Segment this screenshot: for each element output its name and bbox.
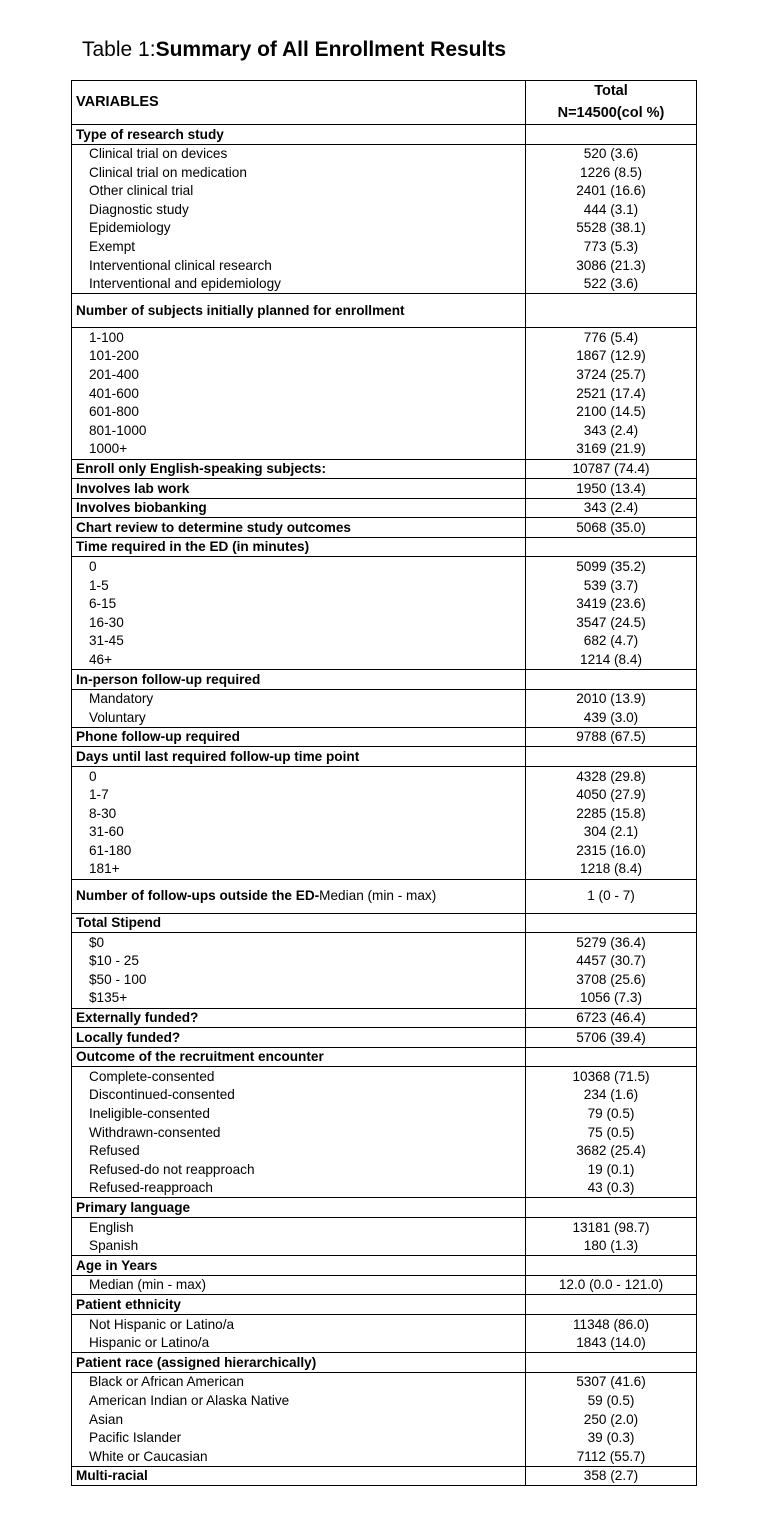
- table-row: [72, 182, 697, 201]
- table-row: [72, 557, 697, 576]
- row-value: 75 (0.5): [526, 1123, 697, 1142]
- row-value: 5068 (35.0): [526, 518, 697, 538]
- row-category-label: Time required in the ED (in minutes): [72, 537, 526, 557]
- table-row: [72, 786, 697, 805]
- table-row: [72, 498, 697, 518]
- row-label: 31-60: [72, 823, 526, 842]
- table-row: [72, 632, 697, 651]
- row-label: $10 - 25: [72, 952, 526, 971]
- table-row: [72, 1047, 697, 1067]
- row-value: 4328 (29.8): [526, 767, 697, 786]
- table-row: [72, 294, 697, 328]
- table-row: [72, 1466, 697, 1486]
- table-row: [72, 804, 697, 823]
- row-label: 801-1000: [72, 421, 526, 440]
- table-row: [72, 595, 697, 614]
- row-label: 201-400: [72, 366, 526, 385]
- table-row: [72, 989, 697, 1008]
- row-value: 19 (0.1): [526, 1160, 697, 1179]
- table-row: [72, 1237, 697, 1256]
- table-title-main: Summary of All Enrollment Results: [155, 38, 507, 61]
- row-category-label: Primary language: [72, 1198, 526, 1218]
- row-value: 1226 (8.5): [526, 163, 697, 182]
- table-row: [72, 403, 697, 422]
- row-category-label: Number of subjects initially planned for enrollment: [72, 294, 526, 328]
- row-label: $0: [72, 933, 526, 952]
- row-label: Epidemiology: [72, 219, 526, 238]
- row-value: 1218 (8.4): [526, 860, 697, 879]
- table-row: [72, 1008, 697, 1028]
- row-label-bold: Number of follow-ups outside the ED-: [76, 888, 320, 904]
- row-label: Asian: [72, 1410, 526, 1429]
- row-label-normal: Median (min - max): [319, 888, 437, 904]
- row-label: $50 - 100: [72, 970, 526, 989]
- header-total-line1: Total: [594, 83, 628, 100]
- row-value: 2285 (15.8): [526, 804, 697, 823]
- header-total: [526, 81, 697, 125]
- table-row: [72, 767, 697, 786]
- row-category-label: Involves lab work: [72, 479, 526, 499]
- row-label: Pacific Islander: [72, 1429, 526, 1448]
- row-value: 4457 (30.7): [526, 952, 697, 971]
- table-row: [72, 479, 697, 499]
- row-value: 59 (0.5): [526, 1391, 697, 1410]
- row-value: 5279 (36.4): [526, 933, 697, 952]
- table-row: [72, 1295, 697, 1315]
- table-row: [72, 1179, 697, 1198]
- row-label: 31-45: [72, 632, 526, 651]
- table-row: [72, 163, 697, 182]
- row-label: Interventional and epidemiology: [72, 275, 526, 294]
- row-value: 1867 (12.9): [526, 347, 697, 366]
- row-label: Refused-do not reapproach: [72, 1160, 526, 1179]
- row-value: [526, 1295, 697, 1315]
- row-label: 6-15: [72, 595, 526, 614]
- table-row: [72, 650, 697, 669]
- row-value: 539 (3.7): [526, 576, 697, 595]
- table-row: [72, 421, 697, 440]
- row-label: Clinical trial on devices: [72, 144, 526, 163]
- table-row: [72, 440, 697, 459]
- row-value: [526, 1256, 697, 1276]
- row-value: 13181 (98.7): [526, 1218, 697, 1237]
- row-value: 1056 (7.3): [526, 989, 697, 1008]
- row-value: 520 (3.6): [526, 144, 697, 163]
- table-row: [72, 913, 697, 933]
- table-row: [72, 459, 697, 479]
- table-row: [72, 1353, 697, 1373]
- table-row: [72, 613, 697, 632]
- row-category-label: Enroll only English-speaking subjects:: [72, 459, 526, 479]
- table-row: [72, 727, 697, 747]
- row-value: [526, 294, 697, 328]
- row-label: Hispanic or Latino/a: [72, 1334, 526, 1353]
- row-value: 1214 (8.4): [526, 650, 697, 669]
- row-value: 250 (2.0): [526, 1410, 697, 1429]
- row-category-label: Type of research study: [72, 125, 526, 145]
- row-value: 2521 (17.4): [526, 384, 697, 403]
- row-label: 0: [72, 557, 526, 576]
- row-value: [526, 537, 697, 557]
- row-label: Exempt: [72, 238, 526, 257]
- row-value: 2315 (16.0): [526, 841, 697, 860]
- row-label: English: [72, 1218, 526, 1237]
- row-label: 46+: [72, 650, 526, 669]
- row-value: [526, 1047, 697, 1067]
- row-value: 11348 (86.0): [526, 1315, 697, 1334]
- row-value: 2100 (14.5): [526, 403, 697, 422]
- row-label: Discontinued-consented: [72, 1086, 526, 1105]
- table-row: [72, 670, 697, 690]
- table-row: [72, 275, 697, 294]
- row-label: White or Caucasian: [72, 1447, 526, 1466]
- row-value: [526, 1353, 697, 1373]
- row-value: 3086 (21.3): [526, 256, 697, 275]
- row-value: 180 (1.3): [526, 1237, 697, 1256]
- row-value: 234 (1.6): [526, 1086, 697, 1105]
- row-label: Median (min - max): [72, 1275, 526, 1295]
- row-label: Mandatory: [72, 689, 526, 708]
- row-value: [526, 1198, 697, 1218]
- table-row: [72, 347, 697, 366]
- row-value: 5528 (38.1): [526, 219, 697, 238]
- table-row: [72, 1334, 697, 1353]
- row-value: 358 (2.7): [526, 1466, 697, 1486]
- table-row: [72, 1086, 697, 1105]
- table-row: [72, 952, 697, 971]
- row-value: 304 (2.1): [526, 823, 697, 842]
- row-category-label: Total Stipend: [72, 913, 526, 933]
- table-row: [72, 860, 697, 879]
- row-label: 401-600: [72, 384, 526, 403]
- table-row: [72, 708, 697, 727]
- table-row: [72, 1198, 697, 1218]
- row-value: 682 (4.7): [526, 632, 697, 651]
- row-label: Black or African American: [72, 1372, 526, 1391]
- table-row: [72, 823, 697, 842]
- row-value: 444 (3.1): [526, 200, 697, 219]
- row-value: 79 (0.5): [526, 1105, 697, 1124]
- row-value: 2010 (13.9): [526, 689, 697, 708]
- row-value: 3708 (25.6): [526, 970, 697, 989]
- row-category-label: Chart review to determine study outcomes: [72, 518, 526, 538]
- row-category-label: Patient ethnicity: [72, 1295, 526, 1315]
- table-row: [72, 933, 697, 952]
- row-category-label: Age in Years: [72, 1256, 526, 1276]
- row-value: 773 (5.3): [526, 238, 697, 257]
- table-row: [72, 366, 697, 385]
- table-row: [72, 970, 697, 989]
- row-label: 1-7: [72, 786, 526, 805]
- table-row: [72, 1256, 697, 1276]
- row-category-label: Patient race (assigned hierarchically): [72, 1353, 526, 1373]
- table-row: [72, 1028, 697, 1048]
- row-label: Ineligible-consented: [72, 1105, 526, 1124]
- table-row: [72, 1391, 697, 1410]
- row-value: 3547 (24.5): [526, 613, 697, 632]
- row-label: 601-800: [72, 403, 526, 422]
- row-category-label: Outcome of the recruitment encounter: [72, 1047, 526, 1067]
- row-label: 181+: [72, 860, 526, 879]
- table-row: [72, 384, 697, 403]
- row-label: Clinical trial on medication: [72, 163, 526, 182]
- table-row: [72, 238, 697, 257]
- row-value: 3419 (23.6): [526, 595, 697, 614]
- table-row: [72, 1142, 697, 1161]
- table-row: [72, 1160, 697, 1179]
- header-variables: VARIABLES: [72, 81, 526, 125]
- row-value: 2401 (16.6): [526, 182, 697, 201]
- row-value: 39 (0.3): [526, 1429, 697, 1448]
- row-value: 439 (3.0): [526, 708, 697, 727]
- row-value: 5706 (39.4): [526, 1028, 697, 1048]
- row-label: $135+: [72, 989, 526, 1008]
- row-label: Refused-reapproach: [72, 1179, 526, 1198]
- row-value: [526, 125, 697, 145]
- row-value: 12.0 (0.0 - 121.0): [526, 1275, 697, 1295]
- row-label: 61-180: [72, 841, 526, 860]
- row-value: 4050 (27.9): [526, 786, 697, 805]
- table-row: [72, 144, 697, 163]
- table-row: [72, 256, 697, 275]
- row-label: American Indian or Alaska Native: [72, 1391, 526, 1410]
- row-category-label: Externally funded?: [72, 1008, 526, 1028]
- row-category-label: Involves biobanking: [72, 498, 526, 518]
- row-value: [526, 747, 697, 767]
- row-label: Withdrawn-consented: [72, 1123, 526, 1142]
- table-row: [72, 1105, 697, 1124]
- row-value: 6723 (46.4): [526, 1008, 697, 1028]
- row-value: 1950 (13.4): [526, 479, 697, 499]
- row-label: 1000+: [72, 440, 526, 459]
- row-label: Refused: [72, 1142, 526, 1161]
- row-value: 7112 (55.7): [526, 1447, 697, 1466]
- row-category-label: Multi-racial: [72, 1466, 526, 1486]
- table-row: [72, 125, 697, 145]
- enrollment-summary-table: [71, 80, 697, 1486]
- row-category-label: Phone follow-up required: [72, 727, 526, 747]
- row-value: 10368 (71.5): [526, 1067, 697, 1086]
- table-row: [72, 576, 697, 595]
- table-row: [72, 328, 697, 347]
- table-row: [72, 537, 697, 557]
- row-value: 3724 (25.7): [526, 366, 697, 385]
- row-category-label: Days until last required follow-up time point: [72, 747, 526, 767]
- table-row: [72, 1447, 697, 1466]
- row-value: 1843 (14.0): [526, 1334, 697, 1353]
- row-value: 522 (3.6): [526, 275, 697, 294]
- table-row: [72, 200, 697, 219]
- table-row: [72, 1410, 697, 1429]
- row-label: 1-100: [72, 328, 526, 347]
- row-value: 1 (0 - 7): [526, 879, 697, 913]
- table-title-prefix: Table 1:: [82, 38, 156, 61]
- row-value: 10787 (74.4): [526, 459, 697, 479]
- table-row: [72, 1429, 697, 1448]
- row-value: [526, 670, 697, 690]
- row-label: Spanish: [72, 1237, 526, 1256]
- table-row: [72, 1067, 697, 1086]
- row-label: 0: [72, 767, 526, 786]
- row-category-label: Locally funded?: [72, 1028, 526, 1048]
- table-row: [72, 1275, 697, 1295]
- table-row: [72, 518, 697, 538]
- table-row: [72, 747, 697, 767]
- row-value: 343 (2.4): [526, 498, 697, 518]
- row-value: 343 (2.4): [526, 421, 697, 440]
- table-row: [72, 689, 697, 708]
- row-category-label: [72, 879, 526, 913]
- table-row: [72, 219, 697, 238]
- row-value: 5307 (41.6): [526, 1372, 697, 1391]
- row-value: 5099 (35.2): [526, 557, 697, 576]
- row-value: 3682 (25.4): [526, 1142, 697, 1161]
- row-label: Voluntary: [72, 708, 526, 727]
- row-label: Diagnostic study: [72, 200, 526, 219]
- table-title: [82, 38, 506, 62]
- row-label: 101-200: [72, 347, 526, 366]
- table-row: [72, 1123, 697, 1142]
- row-label: Other clinical trial: [72, 182, 526, 201]
- row-label: 8-30: [72, 804, 526, 823]
- row-label: Interventional clinical research: [72, 256, 526, 275]
- row-value: 43 (0.3): [526, 1179, 697, 1198]
- row-value: 776 (5.4): [526, 328, 697, 347]
- row-category-label: In-person follow-up required: [72, 670, 526, 690]
- table-row: [72, 1372, 697, 1391]
- table-header-row: [72, 81, 697, 125]
- table-row: [72, 1218, 697, 1237]
- row-label: 1-5: [72, 576, 526, 595]
- row-label: Complete-consented: [72, 1067, 526, 1086]
- table-row: [72, 879, 697, 913]
- row-label: Not Hispanic or Latino/a: [72, 1315, 526, 1334]
- header-total-line2: N=14500(col %): [557, 104, 665, 121]
- row-value: 3169 (21.9): [526, 440, 697, 459]
- table-row: [72, 1315, 697, 1334]
- row-value: 9788 (67.5): [526, 727, 697, 747]
- table-row: [72, 841, 697, 860]
- row-label: 16-30: [72, 613, 526, 632]
- row-value: [526, 913, 697, 933]
